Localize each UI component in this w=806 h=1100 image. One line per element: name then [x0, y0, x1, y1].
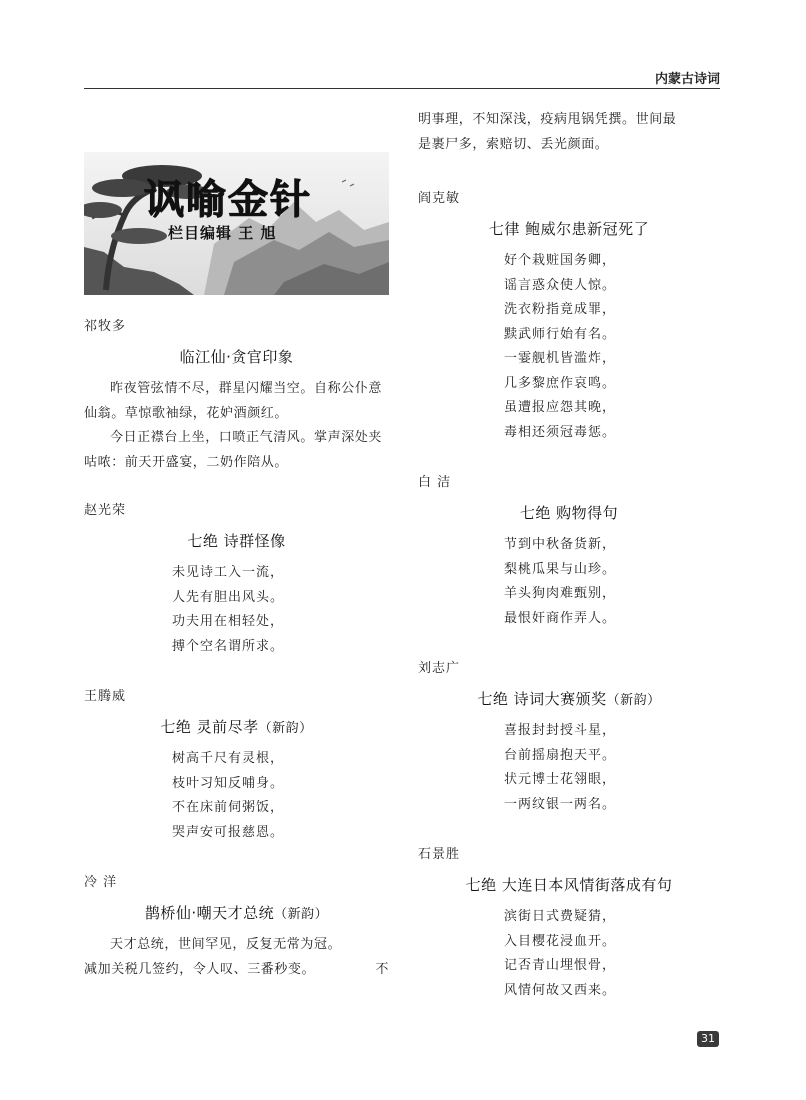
poem-line: 明事理，不知深浅，疫病甩锅凭撰。世间最	[418, 112, 677, 127]
poem-title-note: （新韵）	[258, 721, 313, 736]
poem-line: 是裹尸多，索赔切、丢光颜面。	[418, 136, 609, 152]
poem-body	[504, 533, 720, 631]
header-rule	[84, 88, 720, 89]
author-name: 白 洁	[418, 475, 452, 490]
author-name: 祁牧多	[84, 319, 127, 334]
verse-line: 未见诗工入一流，	[172, 565, 285, 580]
poem-continuation	[418, 108, 720, 157]
verse-line: 入目樱花浸血开。	[504, 933, 617, 949]
page-number: 31	[697, 1031, 719, 1047]
verse-line: 不在床前伺粥饭，	[172, 800, 285, 815]
poem-title-text: 七绝 诗词大赛颁奖	[477, 690, 607, 708]
poem-title	[418, 688, 720, 709]
verse-line: 羊头狗肉难甄别，	[504, 586, 617, 601]
poem-title	[84, 716, 389, 737]
verse-line: 功夫用在相轻处，	[172, 614, 285, 629]
poem-body	[84, 377, 389, 475]
verse-line: 哭声安可报慈恩。	[172, 824, 285, 840]
author-name: 石景胜	[418, 847, 461, 862]
poem-continued: 不	[375, 961, 389, 977]
verse-line: 虽遭报应怨其晚，	[504, 400, 617, 415]
verse-line: 滨街日式费疑猜，	[504, 909, 617, 924]
poem-title-note: （新韵）	[606, 693, 661, 708]
verse-line: 喜报封封授斗星，	[504, 723, 617, 738]
verse-line: 搏个空名谓所求。	[172, 638, 285, 654]
right-column	[418, 100, 720, 1003]
verse-line: 人先有胆出风头。	[172, 589, 285, 605]
poem-title: 七绝 大连日本风情街落成有句	[465, 876, 673, 894]
poem-paragraph: 减加关税几签约，令人叹、三番秒变。	[84, 961, 316, 977]
poem-title: 七律 鲍威尔患新冠死了	[488, 220, 650, 238]
poem-title: 七绝 诗群怪像	[187, 532, 286, 550]
author-name: 冷 洋	[84, 875, 118, 890]
poem-title: 临江仙·贪官印象	[179, 348, 294, 366]
poem-body	[504, 905, 720, 1003]
author-name: 赵光荣	[84, 503, 127, 518]
journal-title: 内蒙古诗词	[654, 72, 720, 87]
poem-title	[84, 902, 389, 923]
verse-line: 谣言惑众使人惊。	[504, 277, 617, 293]
column-editor: 栏目编辑 王 旭	[168, 224, 277, 242]
verse-line: 毒相还须冠毒惩。	[504, 424, 617, 440]
poem-body	[504, 719, 720, 817]
verse-line: 节到中秋备货新，	[504, 537, 617, 552]
verse-line: 枝叶习知反哺身。	[172, 775, 285, 791]
poem-title-text: 七绝 灵前尽孝	[160, 718, 259, 736]
verse-line: 洗衣粉指竟成罪，	[504, 302, 617, 317]
author-name: 阎克敏	[418, 191, 461, 206]
poem-title-note: （新韵）	[274, 907, 329, 922]
verse-line: 台前摇扇抱天平。	[504, 747, 617, 763]
left-column	[84, 100, 389, 982]
verse-line: 最恨奸商作弄人。	[504, 610, 617, 626]
verse-line: 几多黎庶作哀鸣。	[504, 375, 617, 391]
poem-line-wrap	[84, 958, 389, 983]
author-name: 王腾威	[84, 689, 127, 704]
poem-paragraph: 天才总统，世间罕见，反复无常为冠。	[110, 937, 342, 952]
poem-body	[172, 747, 389, 845]
poem-body	[504, 249, 720, 445]
verse-line: 风情何故又西来。	[504, 982, 617, 998]
poem-body	[172, 561, 389, 659]
verse-line: 好个栽赃国务卿，	[504, 253, 617, 268]
verse-line: 一霎舰机皆滥炸，	[504, 351, 617, 366]
poem-title: 七绝 购物得句	[519, 504, 619, 522]
verse-line: 树高千尺有灵根，	[172, 751, 285, 766]
poem-body	[84, 933, 389, 982]
verse-line: 一两纹银一两名。	[504, 796, 617, 812]
poem-paragraph: 今日正襟台上坐，口喷正气清风。掌声深处夹咕哝：前天开盛宴，二奶作陪从。	[84, 430, 383, 470]
poem-paragraph: 昨夜管弦情不尽，群星闪耀当空。自称公仆意仙翁。草惊歌袖绿，花妒酒颜红。	[84, 381, 383, 421]
column-banner	[84, 152, 389, 295]
verse-line: 状元博士花翎眼，	[504, 772, 617, 787]
verse-line: 记否青山埋恨骨，	[504, 958, 617, 973]
verse-line: 黩武师行始有名。	[504, 326, 617, 342]
poem-title-text: 鹊桥仙·嘲天才总统	[144, 904, 275, 922]
banner-title: 讽喻金针	[144, 176, 312, 223]
author-name: 刘志广	[418, 661, 461, 676]
verse-line: 梨桃瓜果与山珍。	[504, 561, 617, 577]
